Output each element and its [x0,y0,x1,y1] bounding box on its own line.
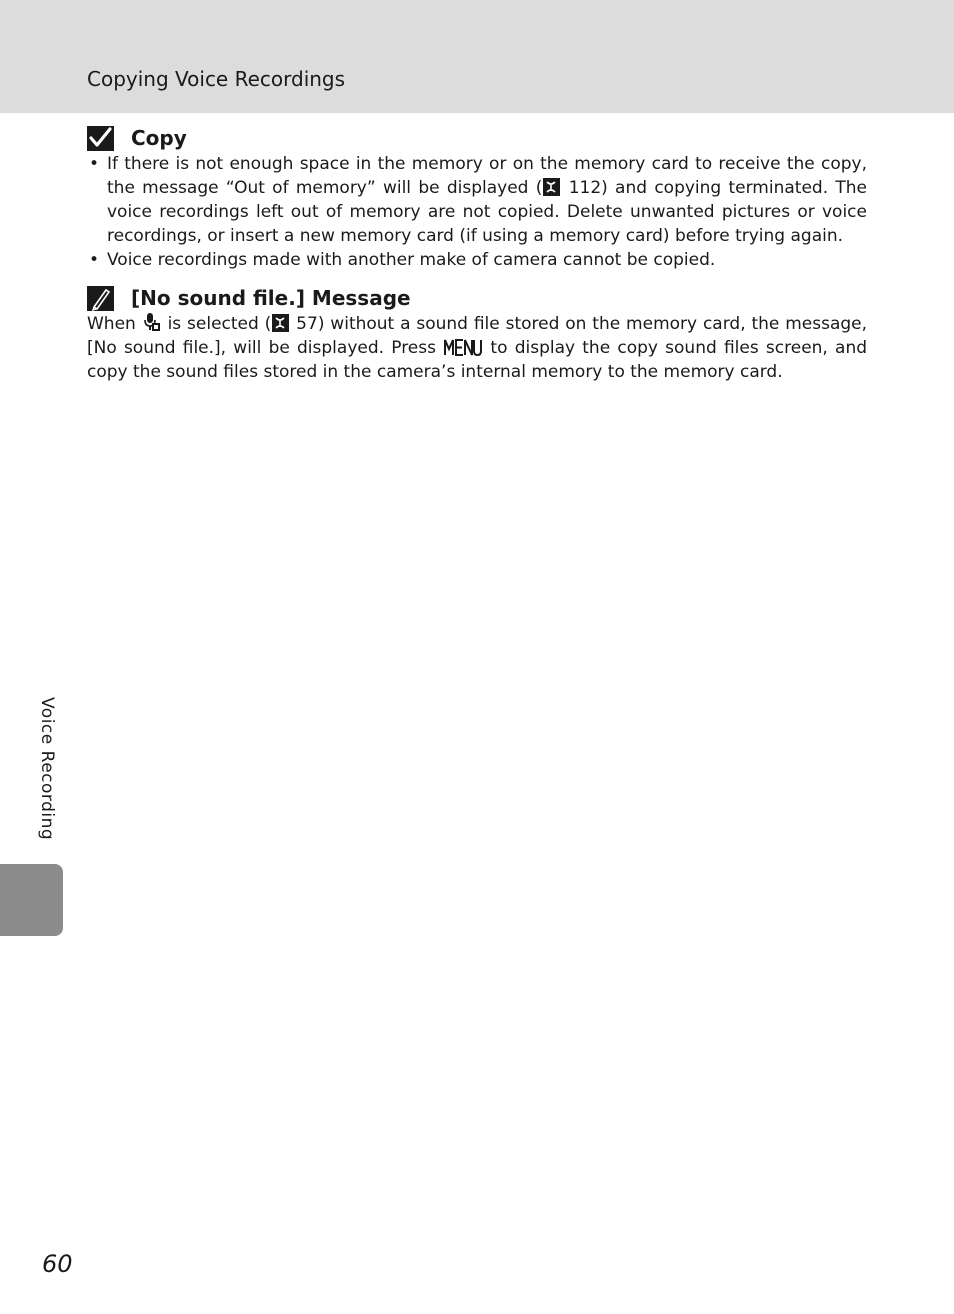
page-reference: 112 [568,178,602,198]
copy-heading [87,124,867,152]
menu-button-icon [444,338,482,356]
paragraph-text: is selected ( [167,314,272,334]
microphone-copy-icon [143,312,161,332]
no-sound-file-heading [87,284,867,312]
page-reference-icon [543,178,560,196]
bullet-icon: • [89,154,100,174]
pencil-note-icon [87,286,114,311]
no-sound-file-section [87,284,867,384]
page-reference-icon [272,314,289,332]
bullet-icon: • [89,250,100,270]
page-reference: 57 [296,314,318,334]
page-number: 60 [42,1250,73,1278]
copy-section [87,124,867,272]
list-item [87,248,867,272]
side-tab-label: Voice Recording [37,697,57,841]
paragraph-text: ) without a sound file stored on the memory card, the message, [No sound file.], will be displayed. Press [87,314,868,358]
copy-heading-text: Copy [131,126,187,150]
copy-bullet-list [87,152,867,272]
no-sound-file-paragraph [87,312,867,384]
bullet-text-end: ) and copying terminated. The voice recordings left out of memory are not copied. Delete unwanted pictures or voice recordings, or insert a new memory card (if using a memory card) before trying again. [107,178,868,246]
paragraph-text: When [87,314,136,334]
page-section-title: Copying Voice Recordings [87,67,346,91]
check-note-icon [87,126,114,151]
paragraph-text: to display the copy sound files screen, and copy the sound files stored in the camera’s internal memory to the memory card. [87,338,868,382]
header-band [0,0,954,113]
no-sound-file-heading-text: [No sound file.] Message [131,286,411,310]
bullet-text-start: If there is not enough space in the memory or on the memory card to receive the copy, the message “Out of memory” will be displayed ( [107,154,867,198]
bullet-text: Voice recordings made with another make of camera cannot be copied. [107,250,716,270]
list-item [87,152,867,248]
side-tab [0,864,63,936]
